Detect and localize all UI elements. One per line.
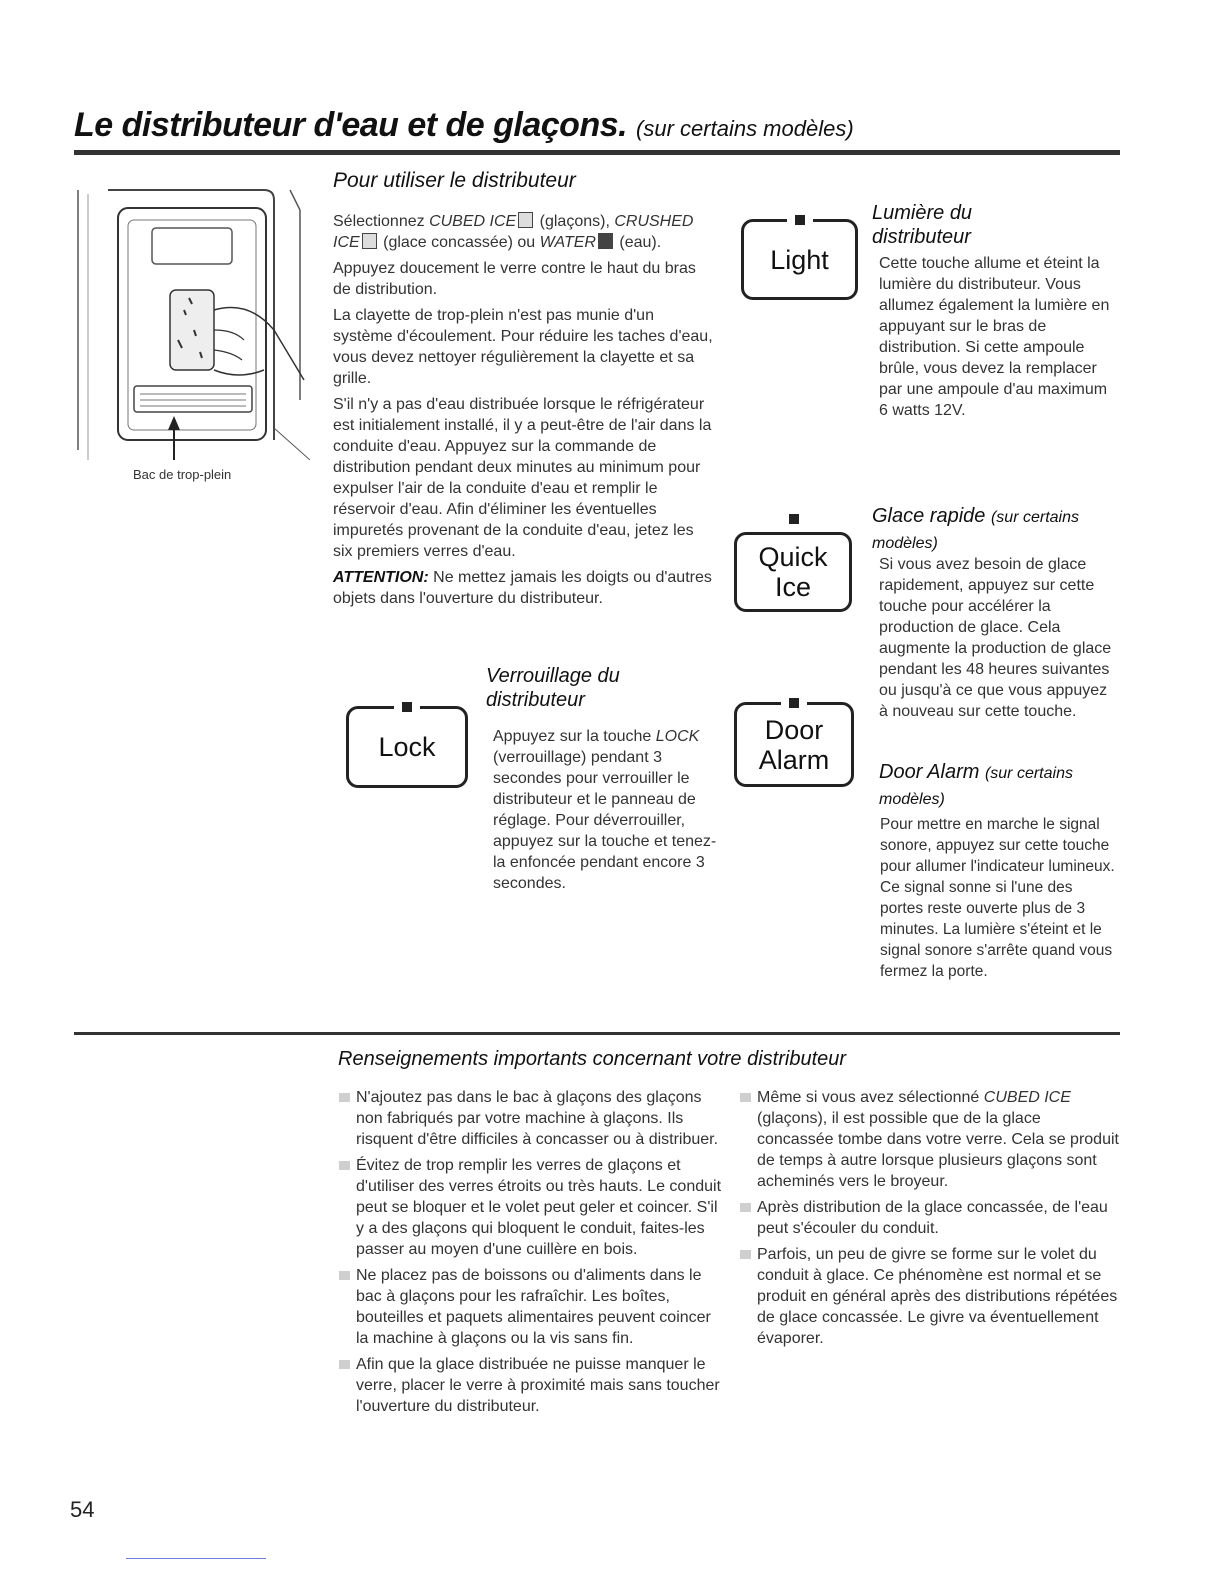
list-item: Même si vous avez sélectionné CUBED ICE (glaçons), il est possible que de la glace concassée tombe dans votre verre. Cela se produit de temps à autre lorsque plusieurs glaçons sont acheminés vers le broyeur. (739, 1087, 1121, 1192)
important-heading: Renseignements importants concernant votre distributeur (338, 1048, 847, 1070)
light-body: Cette touche allume et éteint la lumière du distributeur. Vous allumez également la lumière en appuyant sur le bras de distribution. Si cette ampoule brûle, vous devez la remplacer par une ampoule d'au maximum 6 watts 12V. (879, 255, 1110, 419)
list-item: Parfois, un peu de givre se forme sur le volet du conduit à glace. Ce phénomène est normal et se produit en général après des distributions répétées de glace concassée. Le givre va éventuellement évaporer. (739, 1244, 1121, 1349)
list-item: Après distribution de la glace concassée, de l'eau peut s'écouler du conduit. (739, 1197, 1121, 1239)
section-rule (74, 1032, 1120, 1035)
light-heading: Lumière du distributeur (872, 202, 973, 248)
cubed-ice-icon (518, 212, 533, 228)
use-p3: La clayette de trop-plein n'est pas munie d'un système d'écoulement. Pour réduire les taches d'eau, vous devez nettoyer régulièrement la clayette et sa grille. (333, 307, 713, 387)
light-button-label: Light (770, 244, 829, 275)
quick-ice-button[interactable] (734, 532, 852, 612)
list-item: N'ajoutez pas dans le bac à glaçons des glaçons non fabriqués par votre machine à glaçons. Ils risquent d'être difficiles à concasser ou à distribuer. (338, 1087, 722, 1150)
list-item: Ne placez pas de boissons ou d'aliments dans le bac à glaçons pour les rafraîchir. Les boîtes, bouteilles et paquets alimentaires peuvent coincer la machine à glaçons ou la vis sans fin. (338, 1265, 722, 1349)
door-body: Pour mettre en marche le signal sonore, appuyez sur cette touche pour allumer l'indicateur lumineux. Ce signal sonne si l'une des portes reste ouverte plus de 3 minutes. La lumière s'éteint et le signal sonore s'arrête quand vous fermez la porte. (880, 816, 1115, 980)
use-p1: Sélectionnez CUBED ICE (glaçons), CRUSHED ICE (glace concassée) ou WATER (eau). (333, 213, 694, 251)
door-heading: Door Alarm (sur certains modèles) (879, 761, 1073, 808)
lock-button-label: Lock (378, 732, 436, 762)
title-subtitle: (sur certains modèles) (636, 116, 854, 141)
dispenser-icon (74, 180, 310, 460)
page-number: 54 (70, 1497, 95, 1522)
crushed-ice-icon (362, 233, 377, 249)
use-attention: ATTENTION: Ne mettez jamais les doigts ou d'autres objets dans l'ouverture du distributeur. (333, 569, 712, 607)
hand-glass-icon (170, 290, 304, 380)
lock-heading: Verrouillage du distributeur (486, 665, 620, 711)
use-body (333, 211, 716, 614)
page-title (74, 106, 854, 145)
header-rule (74, 150, 1120, 155)
use-p4: S'il n'y a pas d'eau distribuée lorsque le réfrigérateur est initialement installé, il y a peut-être de l'air dans la conduite d'eau. Appuyez sur la commande de distribution pendant deux minutes au minimum pour expulser l'air de la conduite d'eau et remplir le réservoir d'eau. Afin d'éliminer les éventuelles impuretés provenant de la conduite d'eau, jetez les six premiers verres d'eau. (333, 396, 712, 560)
use-heading: Pour utiliser le distributeur (333, 169, 576, 192)
quick-body: Si vous avez besoin de glace rapidement, appuyez sur cette touche pour accélérer la production de glace. Cela augmente la production de glace pendant les 48 heures suivantes ou jusqu'à ce que vous appuyez à nouveau sur cette touche. (879, 556, 1112, 720)
list-item: Afin que la glace distribuée ne puisse manquer le verre, placer le verre à proximité mais sans toucher l'ouverture du distributeur. (338, 1354, 722, 1417)
lock-body: Appuyez sur la touche LOCK (verrouillage) pendant 3 secondes pour verrouiller le distributeur et le panneau de réglage. Pour déverrouiller, appuyez sur la touche et tenez-la enfoncée pendant encore 3 secondes. (493, 728, 717, 892)
indicator-icon (789, 698, 799, 708)
door-alarm-button[interactable] (734, 702, 854, 787)
quick-heading: Glace rapide (sur certains modèles) (872, 505, 1079, 552)
indicator-icon (795, 215, 805, 225)
indicator-icon (402, 702, 412, 712)
footer-rule (126, 1558, 266, 1559)
lock-button[interactable] (346, 706, 468, 788)
title-text: Le distributeur d'eau et de glaçons. (74, 106, 628, 144)
water-icon (598, 233, 613, 249)
list-item: Évitez de trop remplir les verres de glaçons et d'utiliser des verres étroits ou très hauts. Le conduit peut se bloquer et le volet peut geler et coincer. S'il y a des glaçons qui bloquent le conduit, faites-les passer au moyen d'une cuillère en bois. (338, 1155, 722, 1260)
illustration-caption: Bac de trop-plein (133, 467, 232, 482)
door-alarm-button-label: Door Alarm (758, 714, 830, 775)
important-list-left (338, 1087, 722, 1422)
quick-ice-button-label: Quick Ice (758, 542, 828, 602)
use-p2: Appuyez doucement le verre contre le haut du bras de distribution. (333, 260, 696, 298)
light-button[interactable] (741, 219, 858, 300)
indicator-icon (789, 514, 799, 524)
important-list-right (739, 1087, 1121, 1354)
